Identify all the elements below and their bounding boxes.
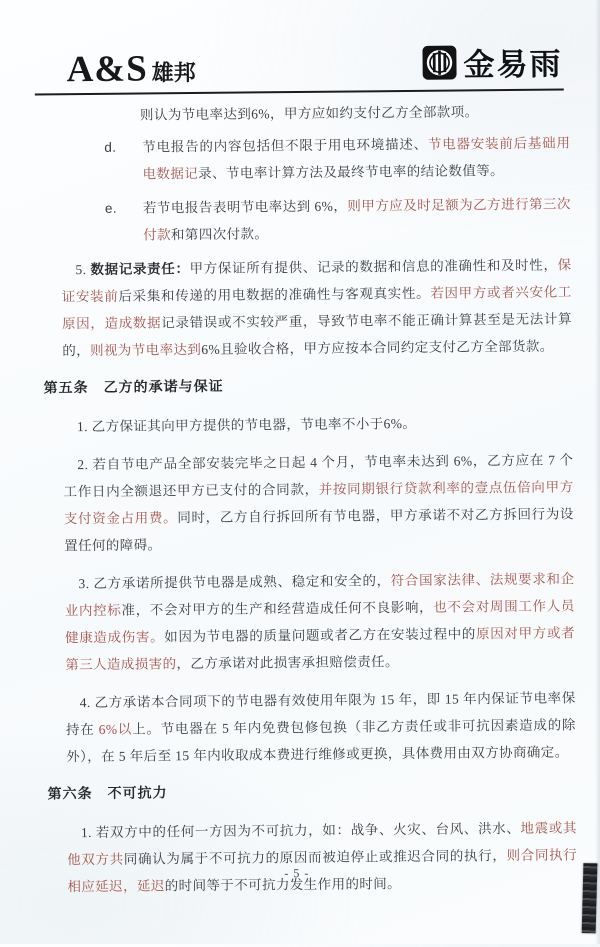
- text-run: 保证安装前: [62, 257, 572, 304]
- contract-paragraph: [142, 129, 570, 187]
- clause-heading: [44, 370, 573, 402]
- text-run: 同时，乙方自行拆回所有节电器，甲方承诺不对乙方拆回行为设置任何的障碍。: [64, 506, 574, 553]
- text-run: 6%且验收合格，甲方应按本合同约定支付乙方全部货款。: [201, 339, 554, 357]
- text-run: 则甲方应及时足额为乙方进行第三次付款: [143, 196, 571, 242]
- text-run: 则视为节电率达到: [90, 342, 201, 358]
- text-run: 和第四次付款。: [171, 226, 268, 242]
- text-run: 第六条 不可抗力: [47, 786, 167, 802]
- striped-circle-emblem-icon: [421, 44, 457, 80]
- text-run: 如因为节电器的质量问题或者乙方在安装过程中的: [164, 626, 476, 644]
- contract-paragraph: [61, 251, 572, 364]
- text-run: 后采集和传递的用电数据的准确性与客观真实性。: [118, 286, 430, 304]
- text-run: 录、节电率计算方法及最终节电率的结论数值等。: [198, 163, 504, 181]
- page-number: - 5 -: [284, 866, 309, 881]
- logo-as-xiongbang: [66, 50, 195, 88]
- contract-paragraph: [64, 565, 575, 678]
- list-marker: e.: [105, 195, 117, 222]
- logo-as-cjk: 雄邦: [152, 56, 196, 87]
- text-run: 节电报告的内容包括但不限于用电环境描述、: [142, 137, 428, 155]
- contract-paragraph: [66, 684, 577, 770]
- page-header: [0, 0, 597, 89]
- contract-paragraph: [63, 446, 574, 559]
- text-run: 同确认为属于不可抗力的原因而被迫停止或推迟合同的执行，: [124, 848, 507, 867]
- binding-mark: [582, 863, 598, 933]
- text-run: 第五条 乙方的承诺与保证: [44, 380, 224, 397]
- logo-jinyiyu: [421, 38, 562, 84]
- text-run: 记录错误或不实较严重，导致节电率不能正确计算甚至是无法计算的，: [62, 311, 572, 358]
- text-run: 1. 若双方中的任何一方因为不可抗力，如：战争、火灾、台风、洪水、: [81, 821, 521, 840]
- text-run: 6%以: [99, 722, 133, 737]
- text-run: 5.: [75, 262, 90, 277]
- text-run: 则合同执行相应延迟，延迟: [67, 847, 577, 894]
- contract-paragraph: [63, 408, 573, 440]
- text-run: 数据记录责任：: [90, 261, 189, 277]
- contract-body: [0, 90, 600, 901]
- text-run: 也不会对周围工作人员健康造成伤害。: [65, 598, 575, 645]
- clause-heading: [47, 776, 576, 808]
- text-run: 2. 若自节电产品全部安装完毕之日起 4 个月，节电率未达到 6%，乙方应在 7 个工作日内全额退还甲方已支付的合同款，: [64, 452, 574, 499]
- text-run: 准，不会对甲方的生产和经营造成任何不良影响，: [121, 600, 433, 618]
- text-run: 则认为节电率达到6%，甲方应如约支付乙方全部款项。: [140, 104, 479, 122]
- text-run: 3. 乙方承诺所提供节电器是成熟、稳定和安全的，: [78, 573, 390, 591]
- list-marker: d.: [104, 134, 116, 161]
- logo-as-latin: A&S: [66, 50, 147, 88]
- contract-paragraph: [67, 814, 578, 900]
- text-run: 若节电报告表明节电率达到 6%，: [143, 199, 348, 216]
- text-run: 的时间等于不可抗力发生作用的时间。: [165, 876, 401, 893]
- text-run: ，乙方承诺对此损害承担赔偿责任。: [176, 654, 399, 671]
- text-run: 符合国家法律、法规要求和企业内控标: [65, 571, 575, 618]
- text-run: 甲方保证所有提供、记录的数据和信息的准确性和及时性，: [189, 258, 557, 277]
- text-run: 上。节电器在 5 年内免费包修包换（非乙方责任或非可抗因素造成的除外），在 5 年后至 15 年内收取成本费进行维修或更换，具体费用由双方协商确定。: [66, 717, 576, 764]
- text-run: 若因甲方或者兴安化工原因，造成数据: [62, 284, 572, 331]
- logo-jinyiyu-text: 金易雨: [463, 38, 562, 84]
- text-run: 原因对甲方或者第三人造成损害的: [65, 625, 575, 672]
- contract-paragraph: [143, 190, 571, 248]
- text-run: 并按同期银行贷款利率的壹点伍倍向甲方支付资金占用费。: [64, 479, 574, 526]
- contract-paragraph: [140, 97, 570, 128]
- text-run: 1. 乙方保证其向甲方提供的节电器，节电率不小于6%。: [77, 416, 416, 434]
- text-run: 4. 乙方承诺本合同项下的节电器有效使用年限为 15 年，即 15 年内保证节电率保持在: [66, 690, 576, 737]
- text-run: 节电器安装前后基础用电数据记: [143, 135, 571, 181]
- text-run: 地震或其他双方共: [67, 820, 577, 867]
